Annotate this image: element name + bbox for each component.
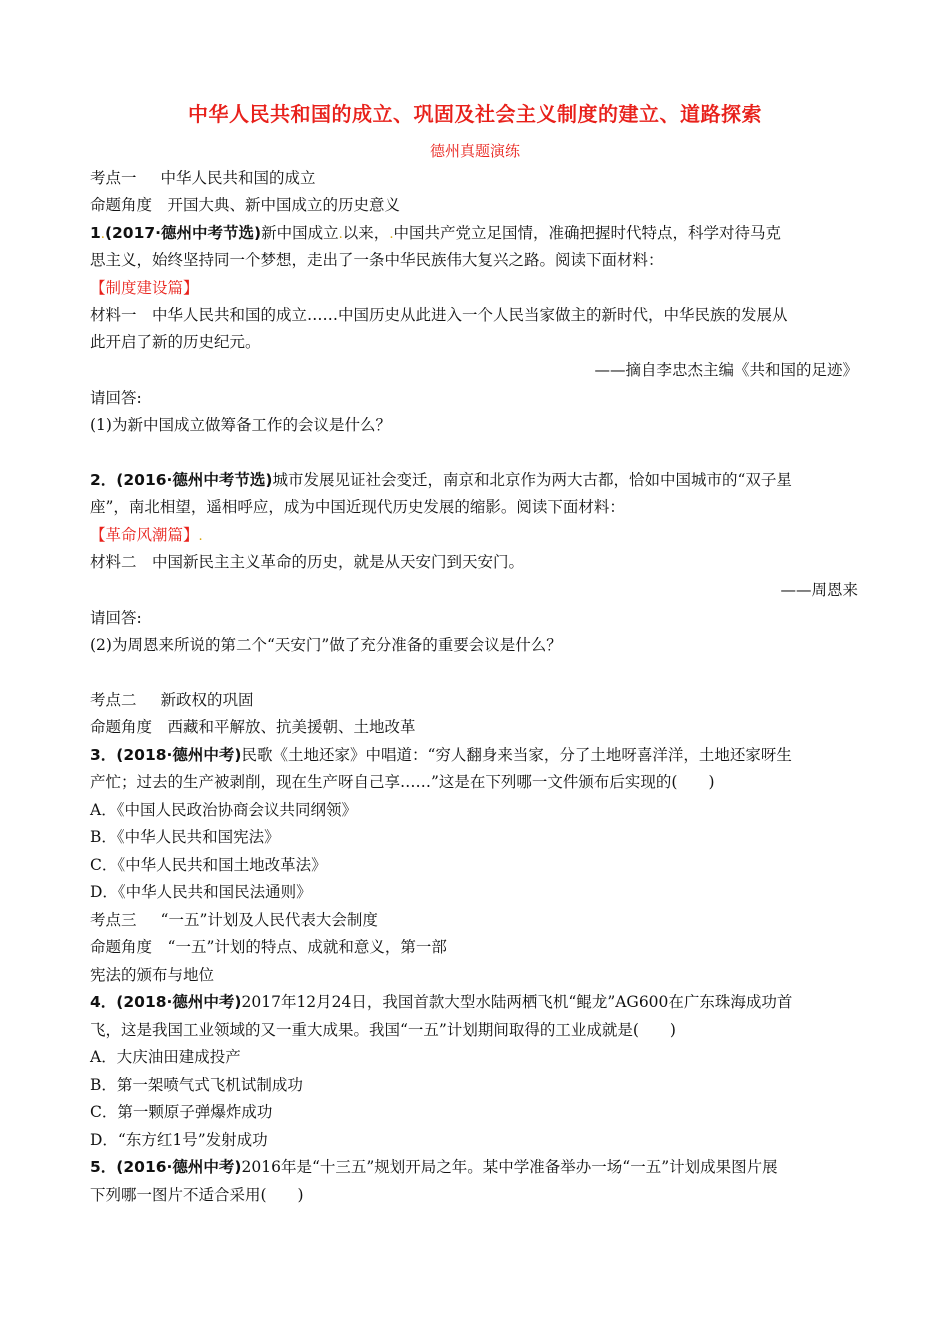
kaodian-3-label: 考点三 [90, 911, 137, 929]
kaodian-2-text: 新政权的巩固 [160, 691, 254, 709]
q5-text: 2016年是“十三五”规划开局之年。某中学准备举办一场“一五”计划成果图片展 [241, 1158, 778, 1176]
q3-source: (2018·德州中考) [116, 746, 242, 764]
q1-material-line2: 此开启了新的历史纪元。 [90, 333, 261, 351]
q1-text-c: 中国共产党立足国情，准确把握时代特点，科学对待马克 [393, 224, 781, 242]
q2-section-heading: 【革命风潮篇】. [90, 526, 203, 544]
angle-2-label: 命题角度 [90, 718, 153, 736]
q2-line1 [90, 469, 792, 491]
kaodian-3-text: “一五”计划及人民代表大会制度 [160, 911, 378, 929]
q4-number: 4． [90, 993, 117, 1011]
kaodian-2 [90, 689, 254, 711]
angle-3-continued: 宪法的颁布与地位 [90, 966, 215, 984]
angle-1 [90, 194, 400, 216]
q1-text-b: 以来， [342, 224, 390, 242]
q1-material-line1: 材料一 中华人民共和国的成立……中国历史从此进入一个人民当家做主的新时代，中华民族的发展从 [90, 306, 788, 324]
q2-ask: 请回答: [90, 609, 142, 627]
kaodian-2-label: 考点二 [90, 691, 137, 709]
q3-number: 3． [90, 746, 117, 764]
q4-option-d: D．“东方红1号”发射成功 [90, 1131, 268, 1149]
q1-line2: 思主义，始终坚持同一个梦想，走出了一条中华民族伟大复兴之路。阅读下面材料： [90, 251, 664, 269]
q3-text: 民歌《土地还家》中唱道：“穷人翻身来当家，分了土地呀喜洋洋，土地还家呀生 [241, 746, 792, 764]
q1-number: 1 [90, 224, 101, 242]
q1-citation: ——摘自李忠杰主编《共和国的足迹》 [594, 361, 858, 379]
q4-text: 2017年12月24日，我国首款大型水陆两栖飞机“鲲龙”AG600在广东珠海成功首 [241, 993, 793, 1011]
q5-source: (2016·德州中考) [116, 1158, 242, 1176]
q4-option-c: C．第一颗原子弹爆炸成功 [90, 1103, 273, 1121]
q5-line2: 下列哪一图片不适合采用( ) [90, 1186, 304, 1204]
angle-3-text: “一五”计划的特点、成就和意义，第一部 [167, 938, 447, 956]
angle-3-label: 命题角度 [90, 938, 153, 956]
q5-line1 [90, 1156, 778, 1178]
q1-ask: 请回答: [90, 389, 142, 407]
q4-line1 [90, 991, 792, 1013]
q1-source: (2017·德州中考节选) [104, 224, 262, 242]
kaodian-3 [90, 909, 378, 931]
angle-1-label: 命题角度 [90, 196, 153, 214]
kaodian-1-text: 中华人民共和国的成立 [160, 169, 316, 187]
q2-material: 材料二 中国新民主主义革命的历史，就是从天安门到天安门。 [90, 553, 525, 571]
q3-option-c: C．《中华人民共和国土地改革法》 [90, 856, 327, 874]
q2-line2: 座”，南北相望，遥相呼应，成为中国近现代历史发展的缩影。阅读下面材料： [90, 498, 625, 516]
kaodian-1 [90, 167, 316, 189]
q4-option-a: A．大庆油田建成投产 [90, 1048, 241, 1066]
q2-subquestion: (2)为周恩来所说的第二个“天安门”做了充分准备的重要会议是什么？ [90, 636, 562, 654]
angle-2-text: 西藏和平解放、抗美援朝、土地改革 [167, 718, 416, 736]
angle-3 [90, 936, 447, 958]
q2-text: 城市发展见证社会变迁，南京和北京作为两大古都，恰如中国城市的“双子星 [272, 471, 792, 489]
angle-2 [90, 716, 416, 738]
q4-line2: 飞，这是我国工业领域的又一重大成果。我国“一五”计划期间取得的工业成就是( ) [90, 1021, 676, 1039]
kaodian-1-label: 考点一 [90, 169, 137, 187]
q4-option-b: B．第一架喷气式飞机试制成功 [90, 1076, 303, 1094]
q4-source: (2018·德州中考) [116, 993, 242, 1011]
angle-1-text: 开国大典、新中国成立的历史意义 [167, 196, 401, 214]
q2-number: 2． [90, 471, 117, 489]
q3-line2: 产忙；过去的生产被剥削，现在生产呀自己享……”这是在下列哪一文件颁布后实现的( ) [90, 773, 715, 791]
q3-option-a: A．《中国人民政治协商会议共同纲领》 [90, 801, 357, 819]
q5-number: 5． [90, 1158, 117, 1176]
page-subtitle: 德州真题演练 [429, 142, 520, 160]
q2-source: (2016·德州中考节选) [116, 471, 273, 489]
page-title: 中华人民共和国的成立、巩固及社会主义制度的建立、道路探索 [188, 102, 762, 126]
q3-option-d: D．《中华人民共和国民法通则》 [90, 883, 312, 901]
q1-text-a: 新中国成立 [261, 224, 339, 242]
q2-citation: ——周恩来 [780, 581, 858, 599]
q3-option-b: B．《中华人民共和国宪法》 [90, 828, 280, 846]
q1-subquestion: (1)为新中国成立做筹备工作的会议是什么？ [90, 416, 391, 434]
q1-section-heading: 【制度建设篇】 [90, 279, 199, 297]
q3-line1 [90, 744, 792, 766]
q1-line1: 1.(2017·德州中考节选)新中国成立.以来，.中国共产党立足国情，准确把握时代特点，科学对待马克 [90, 224, 781, 242]
